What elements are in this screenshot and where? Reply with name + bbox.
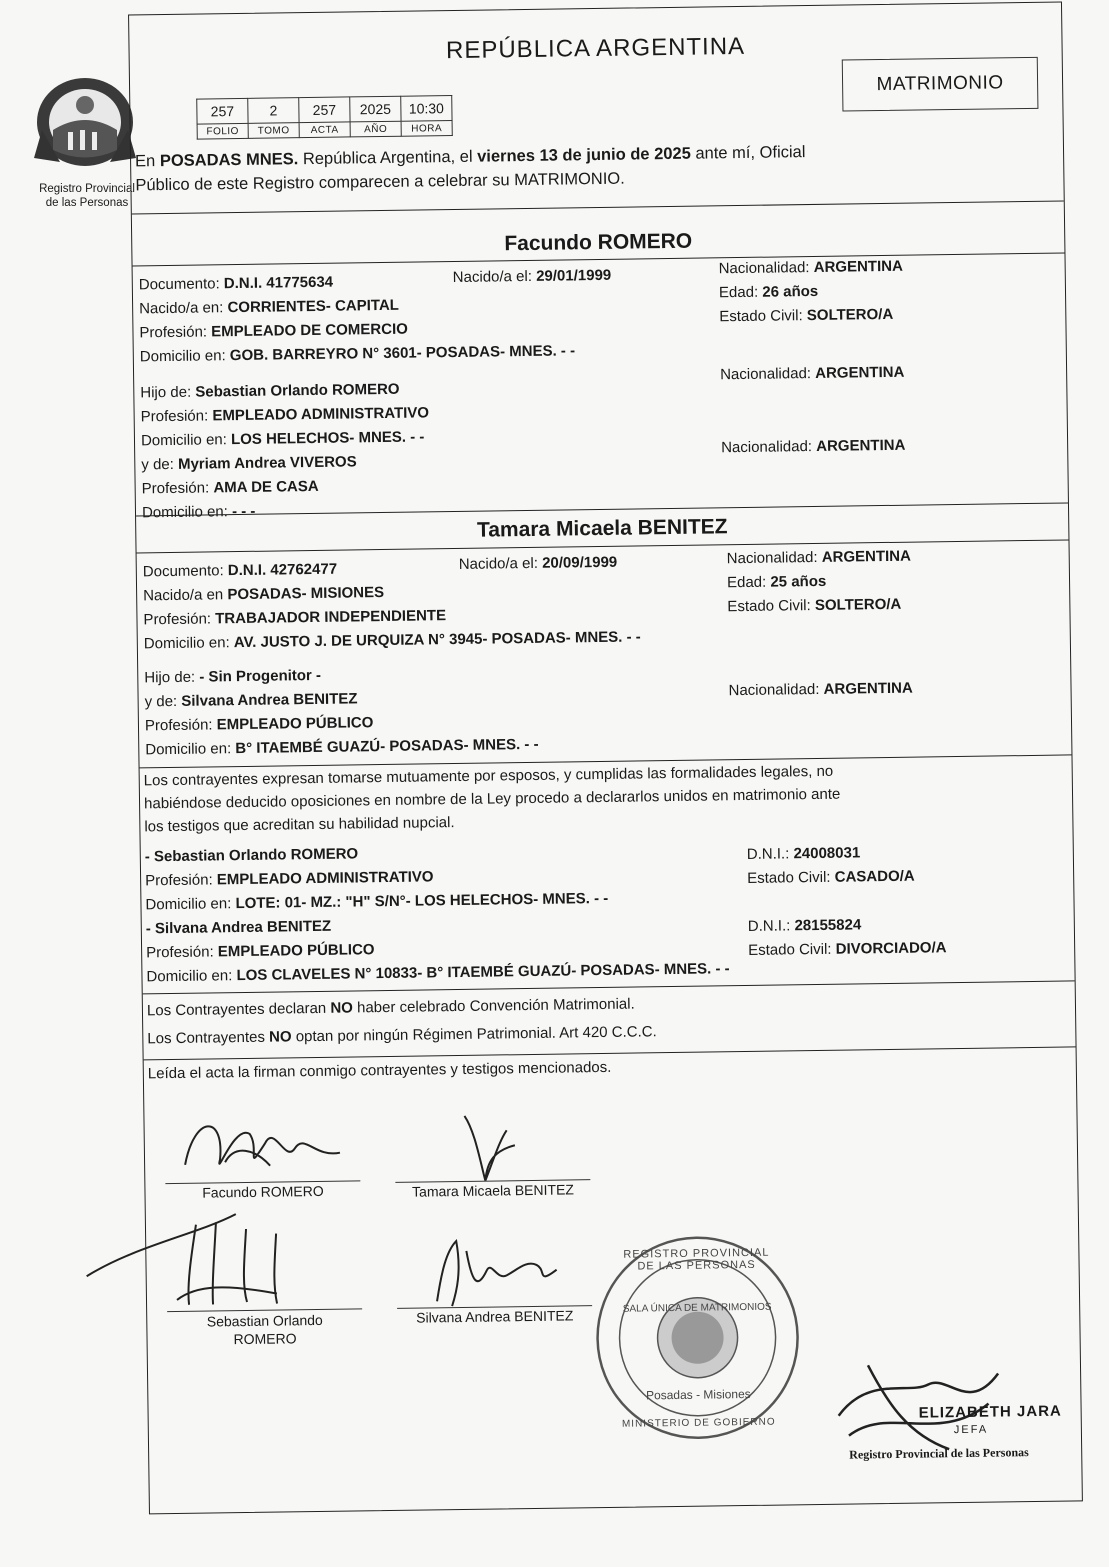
certificate-frame (128, 1, 1083, 1514)
caption-line-1: Registro Provincial (39, 183, 135, 195)
official-title: JEFA (953, 1423, 989, 1437)
spouse2-details-right: Nacionalidad: ARGENTINA Edad: 25 años Estado Civil: SOLTERO/A Nacionalidad: ARGENTINA (726, 547, 913, 700)
signature-sebastian (76, 1202, 358, 1316)
intro-text: En POSADAS MNES. República Argentina, el viernes 13 de junio de 2025 ante mí, Oficial Público de este Registro comparecen a celebrar su MATRIMONIO. (134, 143, 806, 195)
seal-city-text: Posadas - Misiones (645, 1386, 751, 1403)
spouse1-details-right: Nacionalidad: ARGENTINA Edad: 26 años Estado Civil: SOLTERO/A Nacionalidad: ARGENTINA Nacionalidad: ARGENTINA (718, 257, 906, 457)
seal-bottom-text: MINISTERIO DE GOBIERNO (621, 1416, 776, 1430)
closing-text: Leída el acta la firman conmigo contrayentes y testigos mencionados. (147, 1058, 612, 1083)
hour-value: 10:30 (401, 96, 452, 122)
signature-silvana (416, 1229, 597, 1312)
page-title: REPÚBLICA ARGENTINA (445, 32, 746, 65)
hour-label: HORA (401, 121, 452, 137)
tomo-label: TOMO (248, 123, 299, 139)
witnesses-left: - Sebastian Orlando ROMERO Profesión: EMPLEADO ADMINISTRATIVO Domicilio en: LOTE: 01- MZ.: "H" S/N°- LOS HELECHOS- MNES. - - - Silvana Andrea BENITEZ Profesión: EMPLEADO PÚBLICO Domicilio en: LOS CLAVELES N° 10833- B° ITAEMBÉ GUAZÚ- POSADAS- MNES. - - (144, 845, 730, 986)
spouse2-birthdate: Nacido/a el: 20/09/1999 (458, 553, 618, 573)
spouse2-details-left: Documento: D.N.I. 42762477 Nacido/a en POSADAS- MISIONES Profesión: TRABAJADOR INDEPENDIENTE Domicilio en: AV. JUSTO J. DE URQUIZA N° 3945- POSADAS- MNES. - - Hijo de: - Sin Progenitor - y de: Silvana Andrea BENITEZ Profesión: EMPLEADO PÚBLICO Domicilio en: B° ITAEMBÉ GUAZÚ- POSADAS- MNES. - - (142, 560, 641, 759)
spouse2-name: Tamara Micaela BENITEZ (476, 515, 728, 542)
register-table (196, 95, 453, 140)
year-label: AÑO (350, 121, 401, 137)
spouse1-details-left: Documento: D.N.I. 41775634 Nacido/a en: CORRIENTES- CAPITAL Profesión: EMPLEADO DE COMERCIO Domicilio en: GOB. BARREYRO N° 3601- POSADAS- MNES. - - Hijo de: Sebastian Orlando ROMERO Profesión: EMPLEADO ADMINISTRATIVO Domicilio en: LOS HELECHOS- MNES. - - y de: Myriam Andrea VIVEROS Profesión: AMA DE CASA Domicilio en: - - - (138, 273, 576, 522)
folio-value: 257 (197, 98, 248, 124)
signature-caption-1: Facundo ROMERO (202, 1182, 324, 1201)
spouse1-name: Facundo ROMERO (504, 229, 693, 256)
caption-line-2: de las Personas (45, 197, 129, 209)
certificate-type-box: MATRIMONIO (842, 57, 1039, 112)
official-name: ELIZABETH JARA (918, 1402, 1062, 1422)
year-value: 2025 (350, 96, 401, 122)
declaration-text: Los contrayentes expresan tomarse mutuamente por esposos, y cumplidas las formalidades legales, no habiéndose deducido oposiciones en nombre de la Ley procedo a declararlos unidos en matrimonio ante los testigos que acreditan su habilidad nupcial. (143, 762, 841, 836)
tomo-value: 2 (248, 98, 299, 124)
folio-label: FOLIO (197, 123, 248, 139)
signature-caption-3: Sebastian Orlando ROMERO (206, 1311, 323, 1348)
signature-tamara (424, 1100, 565, 1192)
spouse1-birthdate: Nacido/a el: 29/01/1999 (452, 266, 612, 287)
official-office: Registro Provincial de las Personas (849, 1445, 1029, 1462)
witnesses-right: D.N.I.: 24008031 Estado Civil: CASADO/A D.N.I.: 28155824 Estado Civil: DIVORCIADO/A (746, 844, 947, 959)
acta-label: ACTA (299, 122, 350, 138)
acta-value: 257 (299, 97, 350, 123)
seal-outer-text: REGISTRO PROVINCIAL DE LAS PERSONAS (623, 1246, 770, 1273)
signature-caption-4: Silvana Andrea BENITEZ (416, 1307, 574, 1326)
seal-inner-text: SALA ÚNICA DE MATRIMONIOS (622, 1301, 772, 1315)
regime-text: Los Contrayentes declaran NO haber celebrado Convención Matrimonial. Los Contrayentes NO optan por ningún Régimen Patrimonial. Art 420 C.C.C. (146, 995, 657, 1048)
signature-caption-2: Tamara Micaela BENITEZ (411, 1181, 575, 1200)
